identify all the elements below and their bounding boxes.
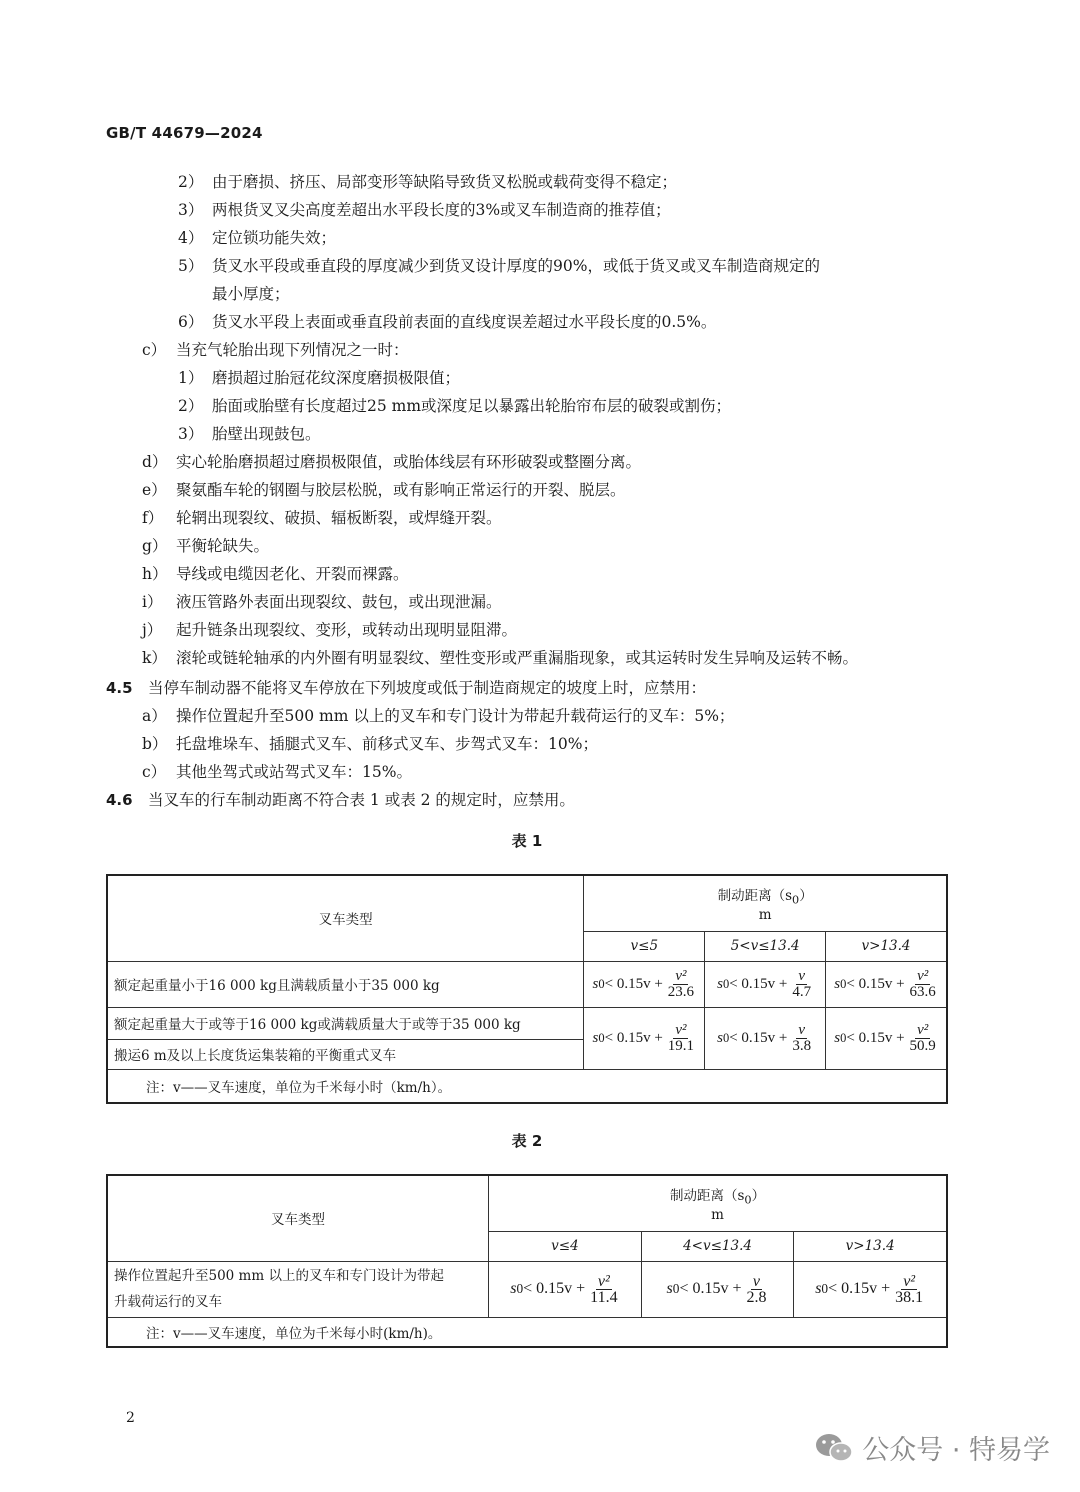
formula-cell: s 0 < 0.15v + $\frac{\text{v²}}{23.6}$ (584, 961, 705, 1007)
list-item: 最小厚度； (212, 285, 290, 303)
formula-cell: s 0 < 0.15v + $\frac{\text{v²}}{38.1}$ (794, 1261, 947, 1317)
watermark-text: 公众号 · 特易学 (862, 1435, 1050, 1466)
speed-range-b: 5<v≤13.4 (705, 931, 826, 961)
page-number: 2 (126, 1410, 135, 1426)
table-row-label: 额定起重量小于16 000 kg且满载质量小于35 000 kg (107, 961, 584, 1007)
list-item: 2） 由于磨损、挤压、局部变形等缺陷导致货叉松脱或载荷变得不稳定； (178, 173, 678, 191)
speed-range-b: 4<v≤13.4 (641, 1231, 794, 1261)
list-item: f） 轮辋出现裂纹、破损、辐板断裂，或焊缝开裂。 (142, 509, 502, 527)
formula-cell: s 0 < 0.15v + $\frac{\text{v²}}{11.4}$ (489, 1261, 642, 1317)
table-1-note: 注：v——叉车速度，单位为千米每小时（km/h）。 (107, 1069, 947, 1103)
table-row-label: 操作位置起升至500 mm 以上的叉车和专门设计为带起 升载荷运行的叉车 (107, 1261, 489, 1317)
list-item: a） 操作位置起升至500 mm 以上的叉车和专门设计为带起升载荷运行的叉车：5%； (142, 707, 735, 725)
formula-cell: s 0 < 0.15v + $\frac{\text{v²}}{50.9}$ (826, 1007, 947, 1069)
col-header-type: 叉车类型 (107, 1175, 489, 1261)
list-item: 5） 货叉水平段或垂直段的厚度减少到货叉设计厚度的90%，或低于货叉或叉车制造商规定的 (178, 257, 820, 275)
list-item: 2） 胎面或胎壁有长度超过25 mm或深度足以暴露出轮胎帘布层的破裂或割伤； (178, 397, 732, 415)
list-item: e） 聚氨酯车轮的钢圈与胶层松脱，或有影响正常运行的开裂、脱层。 (142, 481, 626, 499)
table-2 (106, 1174, 948, 1348)
list-item: i） 液压管路外表面出现裂纹、鼓包，或出现泄漏。 (142, 593, 502, 611)
list-item: g） 平衡轮缺失。 (142, 537, 270, 555)
list-item: b） 托盘堆垛车、插腿式叉车、前移式叉车、步驾式叉车：10%； (142, 735, 598, 753)
formula-cell: s 0 < 0.15v + $\frac{v}{4.7}$ (705, 961, 826, 1007)
table-row-label: 额定起重量大于或等于16 000 kg或满载质量大于或等于35 000 kg (107, 1007, 584, 1039)
list-item: 3） 两根货叉叉尖高度差超出水平段长度的3%或叉车制造商的推荐值； (178, 201, 671, 219)
col-header-type: 叉车类型 (107, 875, 584, 961)
table-row-label: 搬运6 m及以上长度货运集装箱的平衡重式叉车 (107, 1039, 584, 1069)
speed-range-c: v>13.4 (794, 1231, 947, 1261)
list-item: c） 当充气轮胎出现下列情况之一时： (142, 341, 409, 359)
clause-4-5: 4.5 当停车制动器不能将叉车停放在下列坡度或低于制造商规定的坡度上时，应禁用： (106, 679, 707, 697)
clause-4-6: 4.6 当叉车的行车制动距离不符合表 1 或表 2 的规定时，应禁用。 (106, 791, 575, 809)
table-2-caption: 表 2 (511, 1132, 543, 1150)
list-item: c） 其他坐驾式或站驾式叉车：15%。 (142, 763, 412, 781)
formula-cell: s 0 < 0.15v + $\frac{\text{v²}}{63.6}$ (826, 961, 947, 1007)
col-header-distance: 制动距离$(s_0)$ m (584, 875, 947, 931)
formula-cell: s 0 < 0.15v + $\frac{\text{v²}}{19.1}$ (584, 1007, 705, 1069)
speed-range-a: v≤5 (584, 931, 705, 961)
list-item: j） 起升链条出现裂纹、变形，或转动出现明显阻滞。 (142, 621, 518, 639)
list-item: h） 导线或电缆因老化、开裂而裸露。 (142, 565, 409, 583)
standard-number: GB/T 44679—2024 (106, 124, 263, 142)
table-1-caption: 表 1 (511, 832, 543, 850)
table-1 (106, 874, 948, 1104)
wechat-icon (814, 1432, 854, 1464)
list-item: 4） 定位锁功能失效； (178, 229, 337, 247)
table-2-note: 注：v——叉车速度，单位为千米每小时(km/h)。 (107, 1317, 947, 1347)
list-item: 1） 磨损超过胎冠花纹深度磨损极限值； (178, 369, 461, 387)
formula-cell: s 0 < 0.15v + $\frac{v}{3.8}$ (705, 1007, 826, 1069)
col-header-distance: 制动距离$(s_0)$ m (489, 1175, 947, 1231)
list-item: 3） 胎壁出现鼓包。 (178, 425, 321, 443)
watermark (814, 1428, 1050, 1467)
list-item: d） 实心轮胎磨损超过磨损极限值，或胎体线层有环形破裂或整圈分离。 (142, 453, 642, 471)
list-item: 6） 货叉水平段上表面或垂直段前表面的直线度误差超过水平段长度的0.5%。 (178, 313, 717, 331)
speed-range-c: v>13.4 (826, 931, 947, 961)
list-item: k） 滚轮或链轮轴承的内外圈有明显裂纹、塑性变形或严重漏脂现象，或其运转时发生异响及运转不畅。 (142, 649, 859, 667)
formula-cell: s 0 < 0.15v + $\frac{v}{2.8}$ (641, 1261, 794, 1317)
speed-range-a: v≤4 (489, 1231, 642, 1261)
